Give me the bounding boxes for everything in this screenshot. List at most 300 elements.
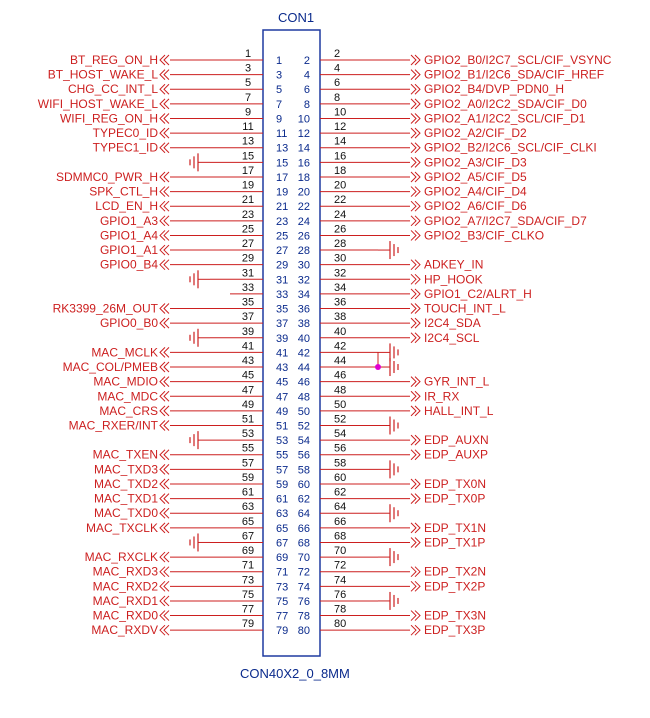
net-port-chevron — [164, 567, 169, 577]
outer-pin-number: 48 — [334, 384, 347, 397]
net-port-chevron — [164, 70, 169, 80]
net-label: MAC_TXEN — [92, 447, 158, 462]
net-port-chevron — [164, 362, 169, 372]
net-port-chevron — [164, 406, 169, 416]
right-pin-52 — [298, 414, 398, 435]
inner-pin-number: 19 — [276, 186, 289, 199]
outer-pin-number: 51 — [241, 413, 255, 426]
outer-pin-number: 26 — [334, 223, 347, 236]
outer-pin-number: 42 — [334, 340, 347, 353]
outer-pin-number: 12 — [334, 121, 347, 134]
inner-pin-number: 55 — [276, 449, 289, 462]
net-port-chevron — [411, 377, 416, 387]
net-port-chevron — [411, 611, 416, 621]
net-label: I2C4_SCL — [424, 330, 480, 345]
outer-pin-number: 77 — [241, 603, 255, 616]
inner-pin-number: 7 — [276, 98, 283, 111]
outer-pin-number: 73 — [241, 574, 255, 587]
net-label: EDP_TX3N — [424, 608, 487, 623]
outer-pin-number: 43 — [241, 355, 255, 368]
inner-pin-number: 70 — [297, 552, 310, 565]
junction-dot — [375, 364, 381, 370]
outer-pin-number: 72 — [334, 559, 347, 572]
net-label: MAC_TXD1 — [93, 491, 158, 506]
outer-pin-number: 68 — [334, 530, 347, 543]
net-port-chevron — [164, 421, 169, 431]
net-port-chevron — [411, 523, 416, 533]
inner-pin-number: 76 — [297, 595, 310, 608]
net-label: MAC_TXD3 — [93, 462, 158, 477]
net-port-chevron — [411, 406, 416, 416]
outer-pin-number: 24 — [334, 208, 347, 221]
outer-pin-number: 5 — [244, 77, 252, 90]
right-pin-60 — [298, 472, 486, 491]
left-pin-31 — [190, 267, 288, 288]
net-label: GPIO2_B2/I2C6_SCL/CIF_CLKI — [424, 140, 597, 155]
net-label: MAC_MDC — [97, 389, 158, 404]
net-label: EDP_TX3P — [424, 623, 486, 638]
inner-pin-number: 52 — [297, 420, 310, 433]
net-port-chevron — [164, 318, 169, 328]
net-port-chevron — [164, 581, 169, 591]
outer-pin-number: 28 — [334, 238, 347, 251]
outer-pin-number: 80 — [334, 618, 347, 631]
outer-pin-number: 32 — [334, 267, 347, 280]
outer-pin-number: 3 — [244, 62, 252, 75]
inner-pin-number: 6 — [303, 84, 310, 97]
outer-pin-number: 54 — [334, 428, 347, 441]
right-pin-2 — [304, 48, 612, 67]
net-port-chevron — [411, 304, 416, 314]
net-label: EDP_TX2N — [424, 564, 487, 579]
net-port-chevron — [411, 55, 416, 65]
net-label: MAC_RXD0 — [92, 608, 158, 623]
inner-pin-number: 3 — [276, 69, 283, 82]
right-pin-78 — [298, 604, 486, 623]
inner-pin-number: 57 — [276, 464, 289, 477]
inner-pin-number: 1 — [276, 55, 283, 67]
outer-pin-number: 15 — [241, 150, 255, 163]
net-port-chevron — [164, 523, 169, 533]
inner-pin-number: 43 — [276, 362, 289, 375]
outer-pin-number: 31 — [241, 267, 255, 280]
right-pin-58 — [298, 457, 398, 478]
net-label: GPIO2_A4/CIF_D4 — [424, 184, 527, 199]
inner-pin-number: 24 — [297, 215, 310, 228]
inner-pin-number: 2 — [303, 55, 310, 67]
net-label: GPIO2_A7/I2C7_SDA/CIF_D7 — [424, 213, 587, 228]
inner-pin-number: 35 — [276, 303, 289, 316]
net-port-chevron — [164, 552, 169, 562]
net-port-chevron — [164, 625, 169, 635]
net-port-chevron — [164, 508, 169, 518]
net-port-chevron — [411, 318, 416, 328]
outer-pin-number: 75 — [241, 588, 255, 601]
outer-pin-number: 59 — [241, 471, 255, 484]
right-pin-66 — [298, 516, 486, 535]
net-port-chevron — [411, 216, 416, 226]
net-label: GPIO2_A2/CIF_D2 — [424, 126, 527, 141]
left-pin-group — [38, 48, 289, 637]
inner-pin-number: 23 — [276, 215, 289, 228]
net-port-chevron — [411, 333, 416, 343]
connector-body — [263, 30, 320, 656]
net-port-chevron — [411, 537, 416, 547]
outer-pin-number: 47 — [241, 384, 255, 397]
net-port-chevron — [411, 201, 416, 211]
outer-pin-number: 29 — [241, 252, 255, 265]
net-label: EDP_TX0P — [424, 491, 486, 506]
net-label: EDP_TX0N — [424, 476, 487, 491]
outer-pin-number: 64 — [334, 501, 347, 514]
outer-pin-number: 74 — [334, 574, 347, 587]
outer-pin-number: 41 — [241, 340, 255, 353]
inner-pin-number: 45 — [276, 376, 289, 389]
net-label: GPIO1_A1 — [99, 243, 158, 258]
outer-pin-number: 61 — [241, 486, 255, 499]
outer-pin-number: 6 — [334, 77, 341, 90]
net-label: WIFI_HOST_WAKE_L — [37, 96, 158, 111]
outer-pin-number: 70 — [334, 545, 347, 558]
inner-pin-number: 50 — [297, 405, 310, 418]
net-port-chevron — [164, 260, 169, 270]
outer-pin-number: 57 — [241, 457, 255, 470]
inner-pin-number: 12 — [297, 128, 310, 141]
inner-pin-number: 66 — [297, 522, 310, 535]
outer-pin-number: 49 — [241, 398, 255, 411]
outer-pin-number: 8 — [334, 91, 341, 104]
inner-pin-number: 59 — [276, 478, 289, 491]
right-pin-54 — [298, 428, 489, 447]
inner-pin-number: 28 — [297, 245, 310, 258]
inner-pin-number: 22 — [297, 201, 310, 214]
net-label: WIFI_REG_ON_H — [59, 111, 158, 126]
inner-pin-number: 9 — [276, 113, 283, 126]
net-port-chevron — [411, 230, 416, 240]
net-port-chevron — [164, 201, 169, 211]
left-pin-39 — [190, 326, 288, 347]
net-port-chevron — [411, 289, 416, 299]
net-port-chevron — [164, 172, 169, 182]
net-port-chevron — [164, 391, 169, 401]
inner-pin-number: 33 — [276, 288, 289, 301]
inner-pin-number: 47 — [276, 391, 289, 404]
net-port-chevron — [164, 128, 169, 138]
net-port-chevron — [411, 70, 416, 80]
outer-pin-number: 62 — [334, 486, 347, 499]
net-label: LCD_EN_H — [95, 199, 158, 214]
inner-pin-number: 5 — [276, 84, 283, 97]
outer-pin-number: 1 — [244, 48, 252, 60]
outer-pin-number: 36 — [334, 296, 347, 309]
inner-pin-number: 62 — [297, 493, 310, 506]
outer-pin-number: 39 — [241, 325, 255, 338]
inner-pin-number: 61 — [276, 493, 289, 506]
inner-pin-number: 72 — [297, 566, 310, 579]
outer-pin-number: 13 — [241, 135, 255, 148]
inner-pin-number: 16 — [297, 157, 310, 170]
inner-pin-number: 27 — [276, 245, 289, 258]
inner-pin-number: 37 — [276, 318, 289, 331]
outer-pin-number: 9 — [244, 106, 252, 119]
inner-pin-number: 17 — [276, 171, 289, 184]
inner-pin-number: 32 — [297, 274, 310, 287]
outer-pin-number: 45 — [241, 369, 255, 382]
outer-pin-number: 33 — [241, 281, 255, 294]
outer-pin-number: 50 — [334, 398, 347, 411]
component-footprint: CON40X2_0_8MM — [240, 666, 350, 681]
outer-pin-number: 63 — [241, 501, 255, 514]
inner-pin-number: 11 — [276, 128, 288, 141]
inner-pin-number: 79 — [276, 625, 289, 638]
net-port-chevron — [164, 596, 169, 606]
inner-pin-number: 77 — [276, 610, 289, 623]
component-ref: CON1 — [278, 10, 315, 25]
outer-pin-number: 23 — [241, 208, 255, 221]
inner-pin-number: 73 — [276, 581, 289, 594]
net-label: HALL_INT_L — [424, 403, 494, 418]
outer-pin-number: 37 — [241, 311, 255, 324]
net-port-chevron — [164, 245, 169, 255]
net-port-chevron — [164, 230, 169, 240]
net-label: GPIO2_A3/CIF_D3 — [424, 155, 527, 170]
inner-pin-number: 30 — [297, 259, 310, 272]
outer-pin-number: 10 — [334, 106, 347, 119]
net-label: MAC_MCLK — [91, 345, 158, 360]
net-port-chevron — [164, 99, 169, 109]
inner-pin-number: 26 — [297, 230, 310, 243]
net-label: TYPEC1_ID — [92, 140, 158, 155]
inner-pin-number: 51 — [276, 420, 289, 433]
inner-pin-number: 10 — [297, 113, 310, 126]
outer-pin-number: 25 — [241, 223, 255, 236]
net-label: TYPEC0_ID — [92, 126, 158, 141]
inner-pin-number: 75 — [276, 595, 289, 608]
outer-pin-number: 30 — [334, 252, 347, 265]
net-label: MAC_RXD1 — [92, 593, 158, 608]
net-label: GPIO2_A1/I2C2_SCL/CIF_D1 — [424, 111, 586, 126]
left-pin-67 — [190, 530, 288, 551]
net-port-chevron — [411, 113, 416, 123]
outer-pin-number: 66 — [334, 515, 347, 528]
outer-pin-number: 27 — [241, 238, 255, 251]
outer-pin-number: 2 — [334, 48, 341, 60]
net-label: CHG_CC_INT_L — [67, 82, 158, 97]
inner-pin-number: 64 — [297, 508, 310, 521]
inner-pin-number: 18 — [297, 171, 310, 184]
inner-pin-number: 65 — [276, 522, 289, 535]
net-port-chevron — [411, 567, 416, 577]
left-pin-55 — [93, 443, 289, 462]
inner-pin-number: 80 — [297, 625, 310, 638]
net-label: MAC_CRS — [99, 403, 158, 418]
net-port-chevron — [411, 450, 416, 460]
inner-pin-number: 49 — [276, 405, 289, 418]
outer-pin-number: 7 — [244, 91, 252, 104]
net-label: MAC_RXD2 — [92, 579, 158, 594]
net-label: MAC_TXCLK — [85, 520, 158, 535]
right-pin-group — [298, 48, 612, 637]
right-pin-28 — [298, 238, 398, 259]
outer-pin-number: 4 — [334, 62, 341, 75]
inner-pin-number: 60 — [297, 478, 310, 491]
inner-pin-number: 53 — [276, 435, 289, 448]
net-port-chevron — [411, 494, 416, 504]
inner-pin-number: 38 — [297, 318, 310, 331]
outer-pin-number: 46 — [334, 369, 347, 382]
net-port-chevron — [411, 187, 416, 197]
inner-pin-number: 68 — [297, 537, 310, 550]
net-port-chevron — [411, 143, 416, 153]
net-label: GPIO2_A0/I2C2_SDA/CIF_D0 — [424, 96, 587, 111]
outer-pin-number: 55 — [241, 442, 255, 455]
inner-pin-number: 42 — [297, 347, 310, 360]
inner-pin-number: 78 — [297, 610, 310, 623]
inner-pin-number: 63 — [276, 508, 289, 521]
net-label: MAC_TXD0 — [93, 506, 158, 521]
right-pin-64 — [298, 501, 398, 522]
inner-pin-number: 56 — [297, 449, 310, 462]
net-label: MAC_TXD2 — [93, 476, 158, 491]
net-port-chevron — [164, 479, 169, 489]
net-port-chevron — [164, 464, 169, 474]
net-label: GPIO0_B4 — [99, 257, 158, 272]
net-label: GPIO2_B1/I2C6_SDA/CIF_HREF — [424, 67, 605, 82]
outer-pin-number: 35 — [241, 296, 255, 309]
inner-pin-number: 44 — [297, 362, 310, 375]
outer-pin-number: 78 — [334, 603, 347, 616]
right-pin-34 — [298, 282, 532, 301]
outer-pin-number: 67 — [241, 530, 255, 543]
outer-pin-number: 18 — [334, 164, 347, 177]
net-label: MAC_RXCLK — [84, 550, 158, 565]
left-pin-41 — [91, 340, 288, 359]
net-label: EDP_TX1N — [424, 520, 487, 535]
outer-pin-number: 79 — [241, 618, 255, 631]
inner-pin-number: 20 — [297, 186, 310, 199]
right-pin-50 — [298, 399, 494, 418]
right-pin-44 — [298, 355, 398, 376]
outer-pin-number: 20 — [334, 179, 347, 192]
outer-pin-number: 22 — [334, 194, 347, 207]
net-label: IR_RX — [424, 389, 460, 404]
net-label: GPIO2_B4/DVP_PDN0_H — [424, 82, 565, 97]
outer-pin-number: 14 — [334, 135, 347, 148]
right-pin-72 — [298, 560, 486, 579]
net-label: MAC_RXER/INT — [68, 418, 158, 433]
inner-pin-number: 69 — [276, 552, 289, 565]
net-port-chevron — [164, 187, 169, 197]
net-label: GYR_INT_L — [424, 374, 490, 389]
net-label: MAC_RXDV — [91, 623, 158, 638]
inner-pin-number: 21 — [276, 201, 289, 214]
inner-pin-number: 67 — [276, 537, 289, 550]
net-port-chevron — [411, 157, 416, 167]
inner-pin-number: 41 — [276, 347, 289, 360]
net-label: TOUCH_INT_L — [424, 301, 506, 316]
inner-pin-number: 39 — [276, 332, 289, 345]
net-label: GPIO1_C2/ALRT_H — [424, 286, 532, 301]
net-port-chevron — [411, 581, 416, 591]
inner-pin-number: 8 — [303, 98, 310, 111]
outer-pin-number: 16 — [334, 150, 347, 163]
net-port-chevron — [164, 84, 169, 94]
net-label: GPIO0_B0 — [99, 316, 158, 331]
outer-pin-number: 21 — [241, 194, 255, 207]
net-port-chevron — [411, 99, 416, 109]
inner-pin-number: 13 — [276, 142, 289, 155]
net-port-chevron — [411, 274, 416, 284]
outer-pin-number: 53 — [241, 428, 255, 441]
inner-pin-number: 54 — [297, 435, 310, 448]
net-label: GPIO2_A6/CIF_D6 — [424, 199, 527, 214]
outer-pin-number: 19 — [241, 179, 255, 192]
net-port-chevron — [164, 450, 169, 460]
outer-pin-number: 76 — [334, 588, 347, 601]
outer-pin-number: 11 — [242, 121, 254, 134]
left-pin-69 — [85, 545, 289, 564]
inner-pin-number: 31 — [276, 274, 289, 287]
net-port-chevron — [411, 479, 416, 489]
net-port-chevron — [411, 84, 416, 94]
net-port-chevron — [411, 172, 416, 182]
net-label: GPIO2_B0/I2C7_SCL/CIF_VSYNC — [424, 53, 612, 67]
net-label: I2C4_SDA — [424, 316, 481, 331]
net-port-chevron — [411, 260, 416, 270]
left-pin-15 — [190, 150, 288, 171]
inner-pin-number: 46 — [297, 376, 310, 389]
net-port-chevron — [164, 611, 169, 621]
outer-pin-number: 60 — [334, 471, 347, 484]
net-label: ADKEY_IN — [424, 257, 484, 272]
outer-pin-number: 38 — [334, 311, 347, 324]
net-port-chevron — [164, 143, 169, 153]
net-label: EDP_AUXN — [424, 433, 489, 448]
inner-pin-number: 74 — [297, 581, 310, 594]
inner-pin-number: 36 — [297, 303, 310, 316]
net-label: GPIO2_B3/CIF_CLKO — [424, 228, 545, 243]
net-port-chevron — [164, 216, 169, 226]
outer-pin-number: 65 — [241, 515, 255, 528]
outer-pin-number: 58 — [334, 457, 347, 470]
net-port-chevron — [164, 494, 169, 504]
outer-pin-number: 71 — [241, 559, 255, 572]
inner-pin-number: 15 — [276, 157, 289, 170]
inner-pin-number: 48 — [297, 391, 310, 404]
net-label: EDP_AUXP — [424, 447, 489, 462]
inner-pin-number: 4 — [303, 69, 310, 82]
inner-pin-number: 34 — [297, 288, 310, 301]
outer-pin-number: 69 — [241, 545, 255, 558]
net-label: EDP_TX2P — [424, 579, 486, 594]
net-label: BT_HOST_WAKE_L — [47, 67, 158, 82]
inner-pin-number: 71 — [276, 566, 289, 579]
inner-pin-number: 25 — [276, 230, 289, 243]
outer-pin-number: 40 — [334, 325, 347, 338]
net-label: RK3399_26M_OUT — [52, 301, 158, 316]
net-label: EDP_TX1P — [424, 535, 486, 550]
net-label: MAC_MDIO — [93, 374, 158, 389]
inner-pin-number: 29 — [276, 259, 289, 272]
net-label: GPIO2_A5/CIF_D5 — [424, 169, 527, 184]
net-label: SDMMC0_PWR_H — [55, 169, 158, 184]
outer-pin-number: 44 — [334, 355, 347, 368]
right-pin-42 — [298, 340, 398, 361]
net-port-chevron — [411, 128, 416, 138]
inner-pin-number: 58 — [297, 464, 310, 477]
net-label: GPIO1_A4 — [99, 228, 158, 243]
right-pin-76 — [298, 589, 398, 610]
